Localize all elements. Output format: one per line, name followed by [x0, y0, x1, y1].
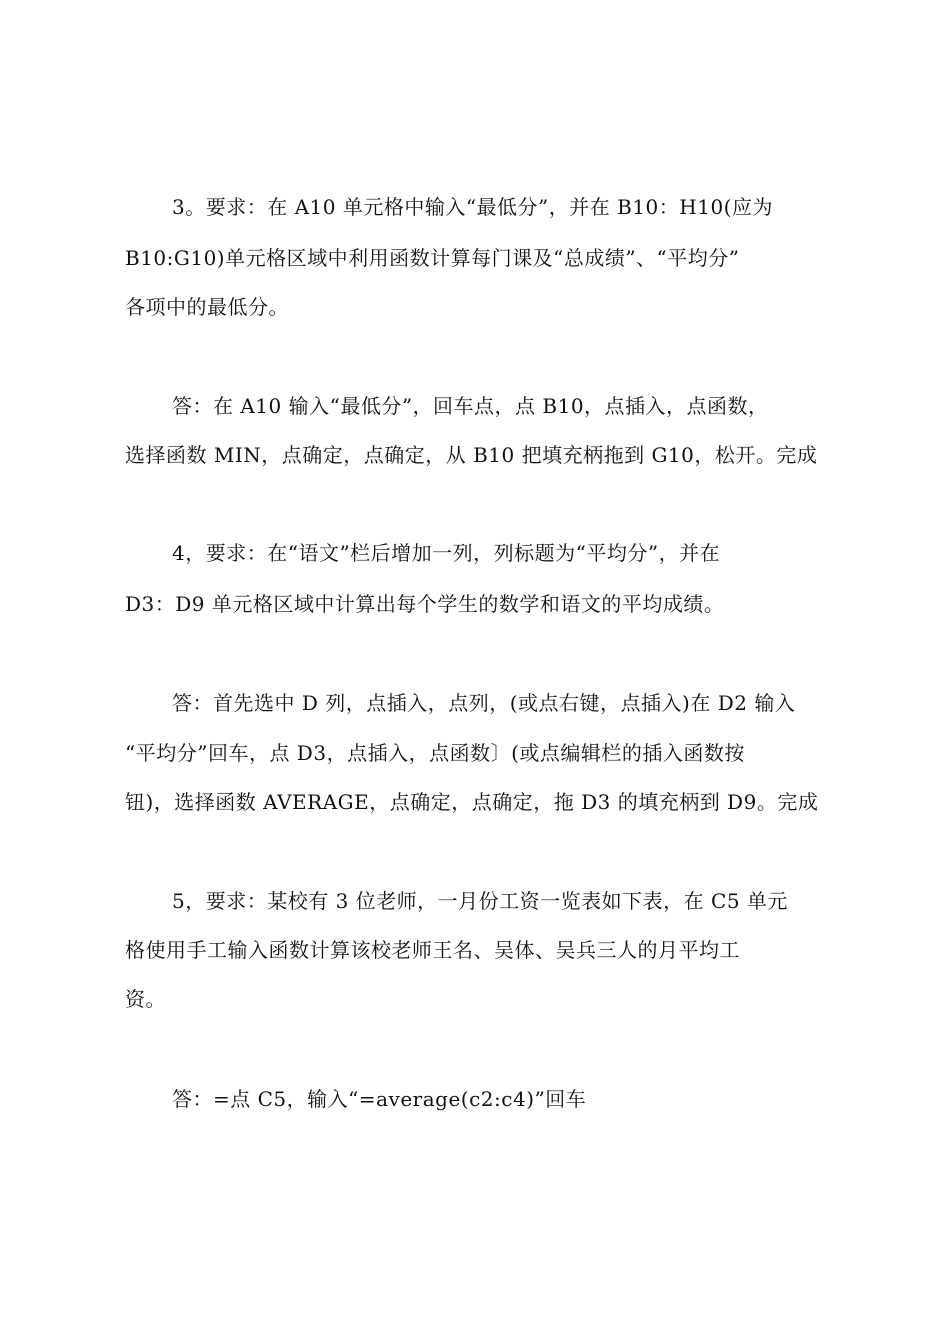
- paragraph-2-line-1: 答：在 A10 输入“最低分”，回车点，点 B10，点插入，点函数，: [172, 394, 769, 418]
- paragraph-1-line-2: B10:G10)单元格区域中利用函数计算每门课及“总成绩”、“平均分”: [125, 246, 740, 270]
- paragraph-5-line-1: 5，要求：某校有 3 位老师，一月份工资一览表如下表，在 C5 单元: [172, 889, 788, 913]
- paragraph-5-line-2: 格使用手工输入函数计算该校老师王名、吴体、吴兵三人的月平均工: [125, 938, 740, 962]
- paragraph-1-line-1: 3。要求：在 A10 单元格中输入“最低分”，并在 B10：H10(应为: [172, 195, 773, 219]
- paragraph-4-line-1: 答：首先选中 D 列，点插入，点列，(或点右键，点插入)在 D2 输入: [172, 691, 796, 715]
- paragraph-6-line-1: 答：=点 C5，输入“=average(c2:c4)”回车: [172, 1087, 587, 1111]
- paragraph-3-line-1: 4，要求：在“语文”栏后增加一列，列标题为“平均分”，并在: [172, 541, 721, 565]
- paragraph-1-line-3: 各项中的最低分。: [125, 295, 289, 319]
- paragraph-5-line-3: 资。: [125, 987, 166, 1011]
- paragraph-2-line-2: 选择函数 MIN，点确定，点确定，从 B10 把填充柄拖到 G10，松开。完成: [125, 443, 818, 467]
- paragraph-4-line-2: “平均分”回车，点 D3，点插入，点函数〕(或点编辑栏的插入函数按: [125, 741, 745, 765]
- paragraph-3-line-2: D3：D9 单元格区域中计算出每个学生的数学和语文的平均成绩。: [125, 592, 725, 616]
- paragraph-4-line-3: 钮)，选择函数 AVERAGE，点确定，点确定，拖 D3 的填充柄到 D9。完成: [125, 790, 819, 814]
